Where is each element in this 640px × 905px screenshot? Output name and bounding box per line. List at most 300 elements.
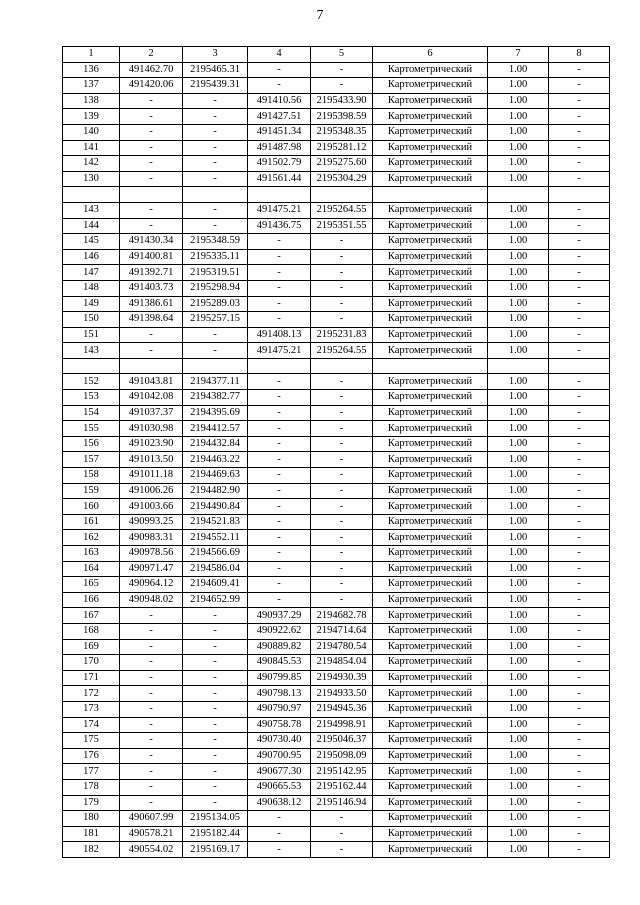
table-cell: -	[549, 655, 610, 671]
table-cell: Картометрический	[373, 140, 488, 156]
table-cell: -	[549, 343, 610, 359]
table-cell: -	[549, 124, 610, 140]
table-cell: -	[549, 592, 610, 608]
table-cell: 491398.64	[120, 312, 183, 328]
table-cell: 177	[63, 764, 120, 780]
table-cell: 2194652.99	[183, 592, 248, 608]
table-cell: 1.00	[488, 764, 549, 780]
table-row	[63, 608, 610, 624]
table-cell: 141	[63, 140, 120, 156]
table-cell: 491023.90	[120, 436, 183, 452]
table-cell: -	[120, 93, 183, 109]
table-cell: Картометрический	[373, 421, 488, 437]
table-cell: 1.00	[488, 327, 549, 343]
table-cell: 2194463.22	[183, 452, 248, 468]
table-cell: -	[549, 249, 610, 265]
table-cell: 2194854.04	[311, 655, 373, 671]
table-row	[63, 452, 610, 468]
table-row	[63, 124, 610, 140]
table-cell: -	[549, 374, 610, 390]
table-cell: 160	[63, 499, 120, 515]
table-cell: 2194945.36	[311, 701, 373, 717]
table-cell: 2195281.12	[311, 140, 373, 156]
table-cell: -	[549, 436, 610, 452]
table-cell: 171	[63, 670, 120, 686]
table-row	[63, 826, 610, 842]
table-cell: 491420.06	[120, 78, 183, 94]
table-cell: 1.00	[488, 343, 549, 359]
table-cell: -	[183, 733, 248, 749]
table-cell: 1.00	[488, 280, 549, 296]
table-cell: -	[248, 483, 311, 499]
table-cell: -	[183, 171, 248, 187]
table-cell: -	[120, 124, 183, 140]
table-cell: -	[311, 421, 373, 437]
table-cell: -	[311, 514, 373, 530]
table-cell: 161	[63, 514, 120, 530]
table-cell: Картометрический	[373, 249, 488, 265]
table-cell	[248, 358, 311, 374]
table-cell: 136	[63, 62, 120, 78]
table-cell: 155	[63, 421, 120, 437]
table-cell: -	[549, 312, 610, 328]
table-cell: -	[183, 343, 248, 359]
table-cell: 1.00	[488, 842, 549, 858]
table-row	[63, 374, 610, 390]
table-cell: 491037.37	[120, 405, 183, 421]
table-cell: 1.00	[488, 78, 549, 94]
table-cell: 2195264.55	[311, 343, 373, 359]
table-cell: 491013.50	[120, 452, 183, 468]
table-row	[63, 265, 610, 281]
table-cell: Картометрический	[373, 374, 488, 390]
table-row	[63, 187, 610, 203]
table-cell: Картометрический	[373, 826, 488, 842]
table-cell: -	[120, 343, 183, 359]
table-row	[63, 499, 610, 515]
table-cell: 2195319.51	[183, 265, 248, 281]
table-cell: 2194930.39	[311, 670, 373, 686]
table-cell: -	[311, 452, 373, 468]
table-cell	[488, 187, 549, 203]
table-cell: 1.00	[488, 234, 549, 250]
page-number: 7	[316, 8, 324, 23]
table-cell: 2195348.59	[183, 234, 248, 250]
table-cell: Картометрический	[373, 733, 488, 749]
table-cell: Картометрический	[373, 483, 488, 499]
table-cell: -	[311, 546, 373, 562]
table-cell: 1.00	[488, 468, 549, 484]
table-cell: Картометрический	[373, 701, 488, 717]
table-cell: -	[120, 156, 183, 172]
table-cell: Картометрический	[373, 280, 488, 296]
table-cell: -	[311, 483, 373, 499]
table-cell: -	[120, 218, 183, 234]
table-cell: 491462.70	[120, 62, 183, 78]
table-cell: 2195264.55	[311, 202, 373, 218]
table-cell: 178	[63, 779, 120, 795]
table-cell: -	[120, 608, 183, 624]
table-cell: -	[248, 577, 311, 593]
table-cell: 1.00	[488, 561, 549, 577]
table-cell: 7	[488, 47, 549, 63]
table-cell: 5	[311, 47, 373, 63]
table-cell: -	[549, 764, 610, 780]
table-cell: 1.00	[488, 779, 549, 795]
table-cell: 137	[63, 78, 120, 94]
table-cell: 163	[63, 546, 120, 562]
table-cell: Картометрический	[373, 499, 488, 515]
table-cell: 1.00	[488, 202, 549, 218]
table-cell: 1.00	[488, 826, 549, 842]
table-cell	[183, 358, 248, 374]
table-cell: 490665.53	[248, 779, 311, 795]
table-row	[63, 140, 610, 156]
table-row	[63, 842, 610, 858]
table-row	[63, 639, 610, 655]
table-row	[63, 546, 610, 562]
table-cell: Картометрический	[373, 811, 488, 827]
table-cell: -	[549, 639, 610, 655]
table-cell: Картометрический	[373, 171, 488, 187]
table-cell: 1.00	[488, 623, 549, 639]
table-cell: Картометрический	[373, 265, 488, 281]
table-cell: 490845.53	[248, 655, 311, 671]
table-cell: -	[549, 717, 610, 733]
table-cell: 1.00	[488, 546, 549, 562]
table-cell: 490607.99	[120, 811, 183, 827]
table-cell: 490790.97	[248, 701, 311, 717]
table-cell: -	[248, 436, 311, 452]
table-cell: -	[248, 421, 311, 437]
table-cell: 1.00	[488, 452, 549, 468]
table-cell: 1.00	[488, 296, 549, 312]
table-cell: -	[311, 405, 373, 421]
table-cell: 145	[63, 234, 120, 250]
table-cell	[488, 358, 549, 374]
table-cell: -	[183, 327, 248, 343]
table-cell: -	[549, 109, 610, 125]
table-cell	[373, 187, 488, 203]
table-cell: 2194682.78	[311, 608, 373, 624]
table-cell: Картометрический	[373, 608, 488, 624]
table-cell: 491451.34	[248, 124, 311, 140]
table-row	[63, 561, 610, 577]
table-row	[63, 156, 610, 172]
table-cell: 139	[63, 109, 120, 125]
table-cell: -	[248, 296, 311, 312]
table-cell: Картометрический	[373, 202, 488, 218]
table-cell: 1.00	[488, 499, 549, 515]
table-cell: 1.00	[488, 249, 549, 265]
table-cell: -	[549, 234, 610, 250]
table-cell: -	[183, 779, 248, 795]
table-cell: 2195298.94	[183, 280, 248, 296]
table-cell: -	[549, 421, 610, 437]
table-cell: 490730.40	[248, 733, 311, 749]
table-row	[63, 78, 610, 94]
table-cell: 1.00	[488, 312, 549, 328]
table-cell: -	[311, 374, 373, 390]
table-cell: Картометрический	[373, 779, 488, 795]
table-row	[63, 343, 610, 359]
table-cell: -	[549, 779, 610, 795]
table-cell: -	[549, 686, 610, 702]
table-cell: 168	[63, 623, 120, 639]
table-cell: 2195098.09	[311, 748, 373, 764]
table-row	[63, 779, 610, 795]
table-cell: 1.00	[488, 405, 549, 421]
table-cell: 2194432.84	[183, 436, 248, 452]
table-row	[63, 623, 610, 639]
table-cell: 182	[63, 842, 120, 858]
table-cell: 157	[63, 452, 120, 468]
table-cell: -	[120, 171, 183, 187]
table-cell: -	[311, 592, 373, 608]
table-cell: 1.00	[488, 701, 549, 717]
table-cell: 490983.31	[120, 530, 183, 546]
table-cell: -	[248, 842, 311, 858]
table-cell: 8	[549, 47, 610, 63]
table-cell: -	[549, 499, 610, 515]
table-cell	[183, 187, 248, 203]
table-cell: 3	[183, 47, 248, 63]
table-cell: Картометрический	[373, 390, 488, 406]
table-cell: 490554.02	[120, 842, 183, 858]
table-cell: Картометрический	[373, 296, 488, 312]
table-cell	[63, 187, 120, 203]
table-cell: -	[549, 842, 610, 858]
table-cell: 2194395.69	[183, 405, 248, 421]
table-cell: -	[311, 826, 373, 842]
table-cell: 1.00	[488, 717, 549, 733]
table-row	[63, 686, 610, 702]
table-cell: 2195146.94	[311, 795, 373, 811]
table-cell: 167	[63, 608, 120, 624]
table-cell: -	[120, 655, 183, 671]
table-cell: 491400.81	[120, 249, 183, 265]
table-cell: -	[183, 109, 248, 125]
table-cell: -	[311, 265, 373, 281]
table-row	[63, 530, 610, 546]
table-cell: -	[120, 327, 183, 343]
table-cell: -	[549, 546, 610, 562]
table-cell: -	[183, 717, 248, 733]
table-cell: 491475.21	[248, 202, 311, 218]
table-cell: 490638.12	[248, 795, 311, 811]
table-cell: -	[183, 218, 248, 234]
table-cell: 2195335.11	[183, 249, 248, 265]
table-cell: Картометрический	[373, 530, 488, 546]
table-cell: 138	[63, 93, 120, 109]
table-cell: 180	[63, 811, 120, 827]
table-cell: -	[248, 592, 311, 608]
table-row	[63, 436, 610, 452]
table-cell: -	[248, 530, 311, 546]
table-cell: 491042.08	[120, 390, 183, 406]
table-cell: 143	[63, 343, 120, 359]
table-cell: 173	[63, 701, 120, 717]
table-row	[63, 733, 610, 749]
table-cell: Картометрический	[373, 234, 488, 250]
table-cell: Картометрический	[373, 514, 488, 530]
table-cell: -	[311, 499, 373, 515]
table-cell: -	[120, 686, 183, 702]
table-cell: 175	[63, 733, 120, 749]
table-cell: 1.00	[488, 592, 549, 608]
table-row	[63, 280, 610, 296]
table-cell	[549, 187, 610, 203]
table-cell: -	[311, 436, 373, 452]
table-cell: -	[183, 156, 248, 172]
table-cell: -	[248, 78, 311, 94]
table-cell: Картометрический	[373, 343, 488, 359]
table-cell	[120, 187, 183, 203]
table-cell: 1.00	[488, 748, 549, 764]
table-row	[63, 670, 610, 686]
table-cell: 490971.47	[120, 561, 183, 577]
table-cell: -	[120, 701, 183, 717]
table-cell: 150	[63, 312, 120, 328]
table-cell: 490937.29	[248, 608, 311, 624]
table-cell: -	[549, 171, 610, 187]
table-cell: 2195257.15	[183, 312, 248, 328]
table-cell: -	[549, 468, 610, 484]
table-cell: -	[248, 390, 311, 406]
table-cell: 2195304.29	[311, 171, 373, 187]
table-cell: -	[311, 234, 373, 250]
table-cell: -	[549, 670, 610, 686]
table-cell: -	[183, 748, 248, 764]
table-cell: 153	[63, 390, 120, 406]
table-cell: 1.00	[488, 156, 549, 172]
table-cell: 176	[63, 748, 120, 764]
table-cell: -	[549, 265, 610, 281]
table-cell: -	[549, 296, 610, 312]
table-row	[63, 218, 610, 234]
table-cell: -	[549, 795, 610, 811]
table-cell: 165	[63, 577, 120, 593]
table-cell: -	[549, 218, 610, 234]
table-cell: -	[549, 405, 610, 421]
table-cell: 2195046.37	[311, 733, 373, 749]
table-cell: 1.00	[488, 811, 549, 827]
table-cell: 1.00	[488, 608, 549, 624]
table-row	[63, 312, 610, 328]
table-cell: -	[248, 280, 311, 296]
table-cell: 2195465.31	[183, 62, 248, 78]
table-cell: 1.00	[488, 374, 549, 390]
table-cell: 164	[63, 561, 120, 577]
table-cell: -	[549, 577, 610, 593]
table-cell: -	[311, 577, 373, 593]
table-cell: 1.00	[488, 218, 549, 234]
table-cell: Картометрический	[373, 468, 488, 484]
table-cell: -	[120, 140, 183, 156]
table-cell: 1.00	[488, 109, 549, 125]
table-cell: 1.00	[488, 140, 549, 156]
table-cell: -	[311, 561, 373, 577]
table-cell: Картометрический	[373, 795, 488, 811]
table-cell: 1.00	[488, 686, 549, 702]
table-cell: 1.00	[488, 265, 549, 281]
table-cell: -	[549, 452, 610, 468]
table-cell: 2194482.90	[183, 483, 248, 499]
table-cell: -	[183, 670, 248, 686]
table-cell: -	[311, 62, 373, 78]
table-cell: -	[120, 623, 183, 639]
table-cell: Картометрический	[373, 405, 488, 421]
table-row	[63, 717, 610, 733]
table-row	[63, 592, 610, 608]
table-cell: -	[549, 623, 610, 639]
table-cell: -	[120, 764, 183, 780]
table-cell: 2195439.31	[183, 78, 248, 94]
table-cell: Картометрический	[373, 312, 488, 328]
table-cell: Картометрический	[373, 109, 488, 125]
table-cell: 4	[248, 47, 311, 63]
table-cell: -	[183, 764, 248, 780]
table-cell: Картометрический	[373, 218, 488, 234]
table-cell: 1.00	[488, 483, 549, 499]
table-cell: -	[120, 733, 183, 749]
table-cell: Картометрический	[373, 452, 488, 468]
coordinates-table	[62, 46, 610, 858]
table-cell: 1.00	[488, 171, 549, 187]
table-cell: 2194933.50	[311, 686, 373, 702]
table-cell: -	[183, 686, 248, 702]
table-cell: 491408.13	[248, 327, 311, 343]
table-cell: -	[183, 202, 248, 218]
table-cell: 1.00	[488, 795, 549, 811]
table-cell	[549, 358, 610, 374]
table-cell: 2195231.83	[311, 327, 373, 343]
table-cell: 2195142.95	[311, 764, 373, 780]
table-cell: 149	[63, 296, 120, 312]
table-cell: -	[120, 109, 183, 125]
table-cell: -	[183, 639, 248, 655]
table-cell: 490978.56	[120, 546, 183, 562]
table-cell	[311, 358, 373, 374]
table-row	[63, 249, 610, 265]
table-cell: -	[120, 779, 183, 795]
table-cell: 1.00	[488, 530, 549, 546]
table-cell: 162	[63, 530, 120, 546]
table-row	[63, 390, 610, 406]
table-cell: -	[549, 826, 610, 842]
table-cell: 490700.95	[248, 748, 311, 764]
table-row	[63, 234, 610, 250]
table-cell: 491430.34	[120, 234, 183, 250]
table-cell: -	[549, 156, 610, 172]
table-cell: 1.00	[488, 421, 549, 437]
table-cell: -	[183, 655, 248, 671]
table-row	[63, 202, 610, 218]
table-cell: 491386.61	[120, 296, 183, 312]
table-cell: -	[183, 93, 248, 109]
table-cell: 1	[63, 47, 120, 63]
table-cell: -	[248, 514, 311, 530]
table-cell: Картометрический	[373, 577, 488, 593]
table-cell: 2195275.60	[311, 156, 373, 172]
table-row	[63, 701, 610, 717]
table-cell: 158	[63, 468, 120, 484]
table-cell	[63, 358, 120, 374]
table-cell: 179	[63, 795, 120, 811]
table-cell: -	[311, 78, 373, 94]
table-cell: -	[311, 390, 373, 406]
table-cell: 490758.78	[248, 717, 311, 733]
